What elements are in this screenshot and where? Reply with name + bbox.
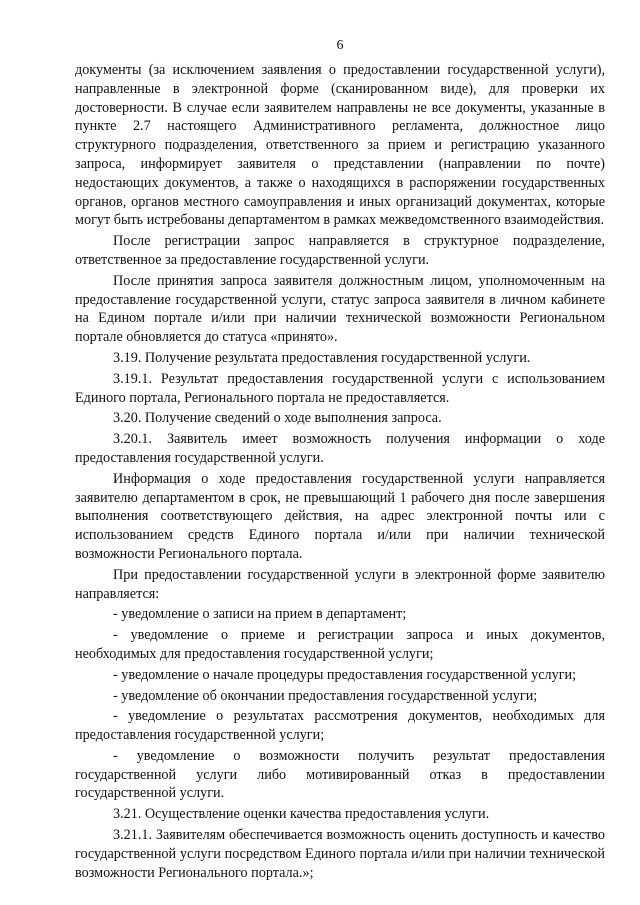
paragraph: 3.21. Осуществление оценки качества предоставления услуги. (113, 806, 490, 823)
paragraph: - уведомление о результатах рассмотрения документов, необходимых для предоставления государственной услуги; (75, 708, 605, 744)
paragraph: - уведомление о записи на прием в департамент; (113, 606, 407, 623)
paragraph: 3.20. Получение сведений о ходе выполнения запроса. (113, 410, 442, 427)
paragraph: 3.21.1. Заявителям обеспечивается возможность оценить доступность и качество государственной услуги посредством Единого портала и/или при наличии технической возможности Регионального портала.»; (75, 827, 605, 881)
paragraph: документы (за исключением заявления о предоставлении государственной услуги), направленные в электронной форме (сканированном виде), для проверки их достоверности. В случае если заявителем направлены не все документы, указанные в пункте 2.7 настоящего Административного регламента, должностное лицо структурного подразделения, ответственного за прием и регистрацию указанного запроса, информирует заявителя о представлении (направлении по почте) недостающих документов, а также о находящихся в распоряжении государственных органов, органов местного самоуправления и иных организаций документах, которые могут быть истребованы департаментом в рамках межведомственного взаимодействия. (75, 62, 605, 229)
paragraph: Информация о ходе предоставления государственной услуги направляется заявителю департаментом в срок, не превышающий 1 рабочего дня после завершения выполнения соответствующего действия, на адрес электронной почты или с использованием средств Единого портала и/или при наличии технической возможности Регионального портала. (75, 470, 605, 562)
paragraph: После регистрации запрос направляется в структурное подразделение, ответственное за предоставление государственной услуги. (75, 233, 605, 268)
page-number: 6 (336, 38, 344, 53)
document-body (75, 61, 605, 882)
paragraph: - уведомление о начале процедуры предоставления государственной услуги; (113, 666, 577, 683)
paragraph: После принятия запроса заявителя должностным лицом, уполномоченным на предоставление государственной услуги, статус запроса заявителя в личном кабинете на Едином портале и/или при наличии технической возможности Региональном портале обновляется до статуса «принято». (75, 272, 605, 346)
paragraph: - уведомление об окончании предоставления государственной услуги; (113, 687, 538, 704)
paragraph: - уведомление о возможности получить результат предоставления государственной услуги либо мотивированный отказ в предоставлении государственной услуги. (75, 747, 605, 802)
paragraph: 3.19. Получение результата предоставления государственной услуги. (113, 349, 531, 366)
paragraph: - уведомление о приеме и регистрации запроса и иных документов, необходимых для предоставления государственной услуги; (75, 627, 605, 662)
paragraph: 3.19.1. Результат предоставления государственной услуги с использованием Единого портала, Регионального портала не предоставляется. (75, 370, 605, 406)
paragraph: 3.20.1. Заявитель имеет возможность получения информации о ходе предоставления государственной услуги. (75, 431, 605, 466)
paragraph: При предоставлении государственной услуги в электронной форме заявителю направляется: (75, 566, 605, 602)
